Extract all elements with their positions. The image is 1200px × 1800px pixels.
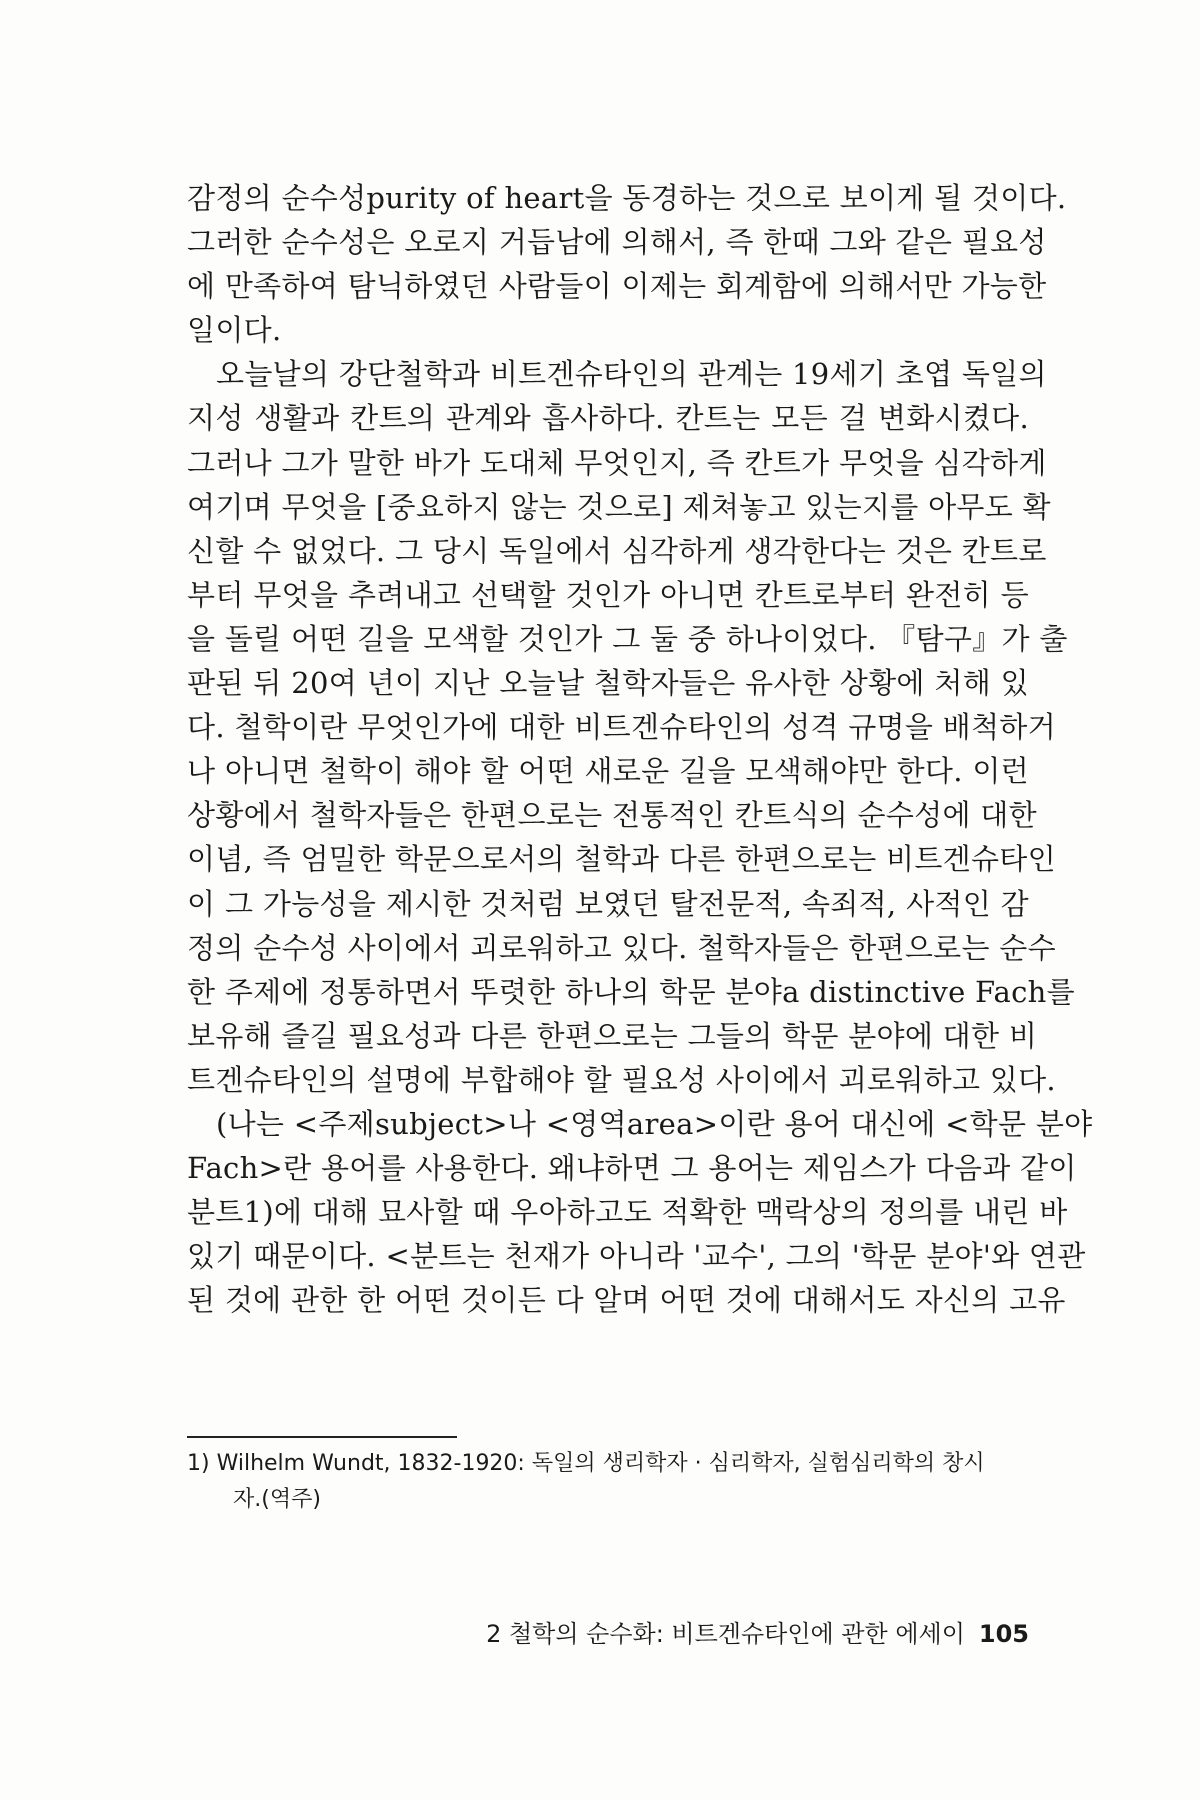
text-line: 지성 생활과 칸트의 관계와 흡사하다. 칸트는 모든 걸 변화시켰다.: [187, 401, 1029, 436]
text-line: 상황에서 철학자들은 한편으로는 전통적인 칸트식의 순수성에 대한: [187, 798, 1037, 833]
text-line: Fach>란 용어를 사용한다. 왜냐하면 그 용어는 제임스가 다음과 같이: [187, 1151, 1077, 1186]
text-line: 보유해 즐길 필요성과 다른 한편으로는 그들의 학문 분야에 대한 비: [187, 1018, 1038, 1053]
text-line: 판된 뒤 20여 년이 지난 오늘날 철학자들은 유사한 상황에 처해 있: [187, 666, 1029, 701]
text-line: 여기며 무엇을 [중요하지 않는 것으로] 제쳐놓고 있는지를 아무도 확: [187, 489, 1051, 524]
text-line: 분트1)에 대해 묘사할 때 우아하고도 적확한 맥락상의 정의를 내린 바: [187, 1195, 1068, 1230]
text-line: 있기 때문이다. <분트는 천재가 아니라 '교수', 그의 '학문 분야'와 연관: [187, 1239, 1086, 1274]
footnote-divider: [187, 1436, 457, 1438]
running-footer: [480, 1617, 1029, 1651]
text-line: (나는 <주제subject>나 <영역area>이란 용어 대신에 <학문 분야: [216, 1106, 1093, 1141]
text-line: 신할 수 없었다. 그 당시 독일에서 심각하게 생각한다는 것은 칸트로: [187, 533, 1047, 568]
text-line: 일이다.: [187, 313, 282, 348]
paragraph-continuation: [187, 176, 1067, 352]
text-line: 나 아니면 철학이 해야 할 어떤 새로운 길을 모색해야만 한다. 이런: [187, 754, 1029, 789]
text-line: 다. 철학이란 무엇인가에 대한 비트겐슈타인의 성격 규명을 배척하거: [187, 710, 1056, 745]
footnote-line: 1) Wilhelm Wundt, 1832-1920: 독일의 생리학자 · 심리학자, 실험심리학의 창시: [187, 1451, 985, 1476]
text-line: 을 돌릴 어떤 길을 모색할 것인가 그 둘 중 하나이었다. 『탐구』가 출: [187, 621, 1068, 656]
text-line: 오늘날의 강단철학과 비트겐슈타인의 관계는 19세기 초엽 독일의: [216, 357, 1047, 392]
text-line: 한 주제에 정통하면서 뚜렷한 하나의 학문 분야a distinctive Fach를: [187, 974, 1075, 1009]
paragraph-fach-terminology: [187, 1102, 1093, 1322]
text-line: 감정의 순수성purity of heart을 동경하는 것으로 보이게 될 것이다.: [187, 181, 1067, 215]
text-line: 그러한 순수성은 오로지 거듭남에 의해서, 즉 한때 그와 같은 필요성: [187, 225, 1047, 260]
running-title: 2 철학의 순수화: 비트겐슈타인에 관한 에세이: [486, 1620, 965, 1648]
text-line: 정의 순수성 사이에서 괴로워하고 있다. 철학자들은 한편으로는 순수: [187, 930, 1056, 965]
text-line: 트겐슈타인의 설명에 부합해야 할 필요성 사이에서 괴로워하고 있다.: [187, 1062, 1056, 1097]
page-number: 105: [978, 1620, 1029, 1648]
paragraph-academic-philosophy: [187, 352, 1075, 1102]
footnote-line: 자.(역주): [233, 1487, 321, 1512]
text-line: 이념, 즉 엄밀한 학문으로서의 철학과 다른 한편으로는 비트겐슈타인: [187, 842, 1056, 877]
body-text: [187, 176, 1093, 1322]
text-line: 된 것에 관한 한 어떤 것이든 다 알며 어떤 것에 대해서도 자신의 고유: [187, 1283, 1066, 1318]
footnotes: [187, 1446, 1029, 1518]
text-line: 이 그 가능성을 제시한 것처럼 보였던 탈전문적, 속죄적, 사적인 감: [187, 886, 1029, 921]
text-line: 그러나 그가 말한 바가 도대체 무엇인지, 즉 칸트가 무엇을 심각하게: [187, 445, 1047, 480]
text-line: 부터 무엇을 추려내고 선택할 것인가 아니면 칸트로부터 완전히 등: [187, 577, 1029, 612]
text-line: 에 만족하여 탐닉하였던 사람들이 이제는 회계함에 의해서만 가능한: [187, 269, 1047, 304]
